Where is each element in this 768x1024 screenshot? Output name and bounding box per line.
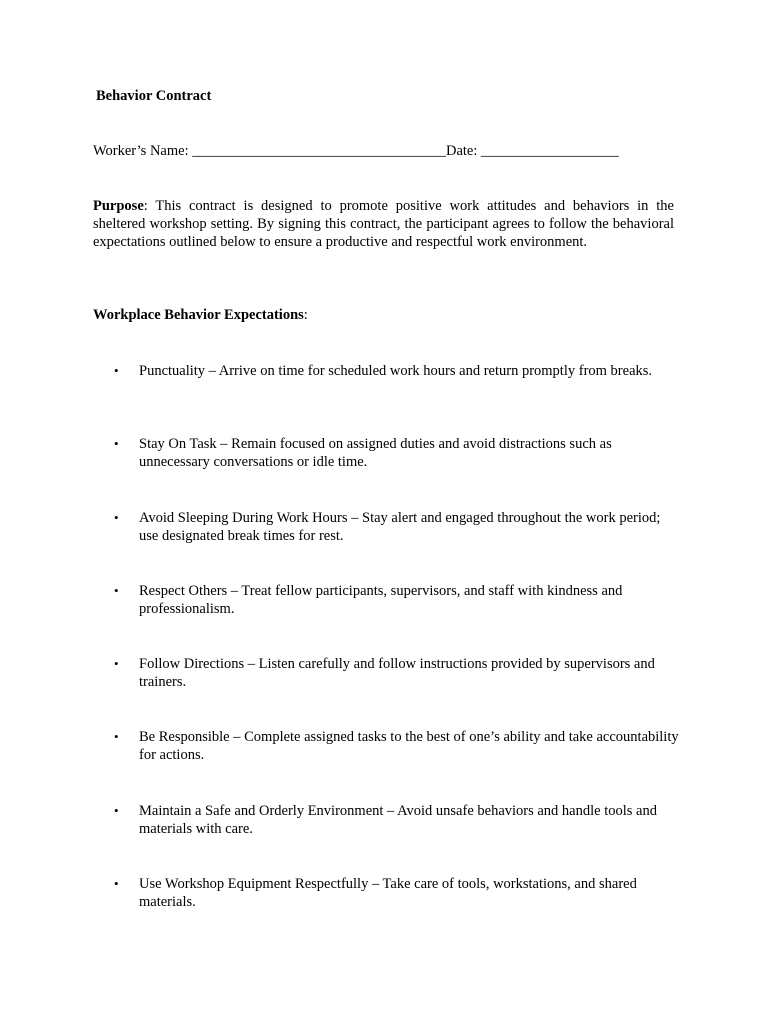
worker-name-field[interactable]: ___________________________________ bbox=[192, 143, 446, 159]
purpose-text: : This contract is designed to promote positive work attitudes and behaviors in the sheltered workshop setting. By signing this contract, the participant agrees to follow the behavioral expectations outlined below to ensure a productive and respectful work environment. bbox=[93, 198, 674, 250]
list-item-text: Avoid Sleeping During Work Hours – Stay alert and engaged throughout the work period; use designated break times for rest. bbox=[139, 510, 661, 544]
list-item bbox=[114, 362, 679, 380]
date-field[interactable]: ___________________ bbox=[481, 143, 619, 159]
list-item bbox=[114, 875, 679, 911]
bullet-icon: • bbox=[114, 436, 119, 451]
bullet-icon: • bbox=[114, 729, 119, 744]
list-item-text: Stay On Task – Remain focused on assigned duties and avoid distractions such as unnecessary conversations or idle time. bbox=[139, 436, 612, 470]
date-label: Date: bbox=[445, 143, 478, 159]
list-item bbox=[114, 728, 679, 764]
purpose-paragraph bbox=[93, 197, 674, 251]
list-item-text: Punctuality – Arrive on time for scheduled work hours and return promptly from breaks. bbox=[139, 363, 653, 379]
bullet-icon: • bbox=[114, 510, 119, 525]
bullet-icon: • bbox=[114, 803, 119, 818]
section-heading bbox=[93, 306, 308, 324]
worker-name-date-line bbox=[93, 142, 619, 160]
section-heading-text: Workplace Behavior Expectations bbox=[93, 307, 304, 323]
list-item-text: Maintain a Safe and Orderly Environment – Avoid unsafe behaviors and handle tools and materials with care. bbox=[139, 803, 657, 837]
list-item bbox=[114, 435, 679, 471]
list-item bbox=[114, 509, 679, 545]
list-item-text: Use Workshop Equipment Respectfully – Take care of tools, workstations, and shared materials. bbox=[139, 876, 637, 910]
section-heading-suffix: : bbox=[303, 307, 308, 323]
bullet-icon: • bbox=[114, 656, 119, 671]
bullet-icon: • bbox=[114, 583, 119, 598]
bullet-icon: • bbox=[114, 363, 119, 378]
list-item-text: Respect Others – Treat fellow participants, supervisors, and staff with kindness and professionalism. bbox=[139, 583, 623, 617]
list-item-text: Follow Directions – Listen carefully and follow instructions provided by supervisors and trainers. bbox=[139, 656, 655, 690]
list-item bbox=[114, 582, 679, 618]
purpose-label: Purpose bbox=[93, 198, 144, 214]
list-item bbox=[114, 655, 679, 691]
list-item bbox=[114, 802, 679, 838]
document-title: Behavior Contract bbox=[96, 88, 212, 104]
bullet-icon: • bbox=[114, 876, 119, 891]
list-item-text: Be Responsible – Complete assigned tasks to the best of one’s ability and take accountability for actions. bbox=[139, 729, 679, 763]
worker-name-label: Worker’s Name: bbox=[93, 143, 189, 159]
